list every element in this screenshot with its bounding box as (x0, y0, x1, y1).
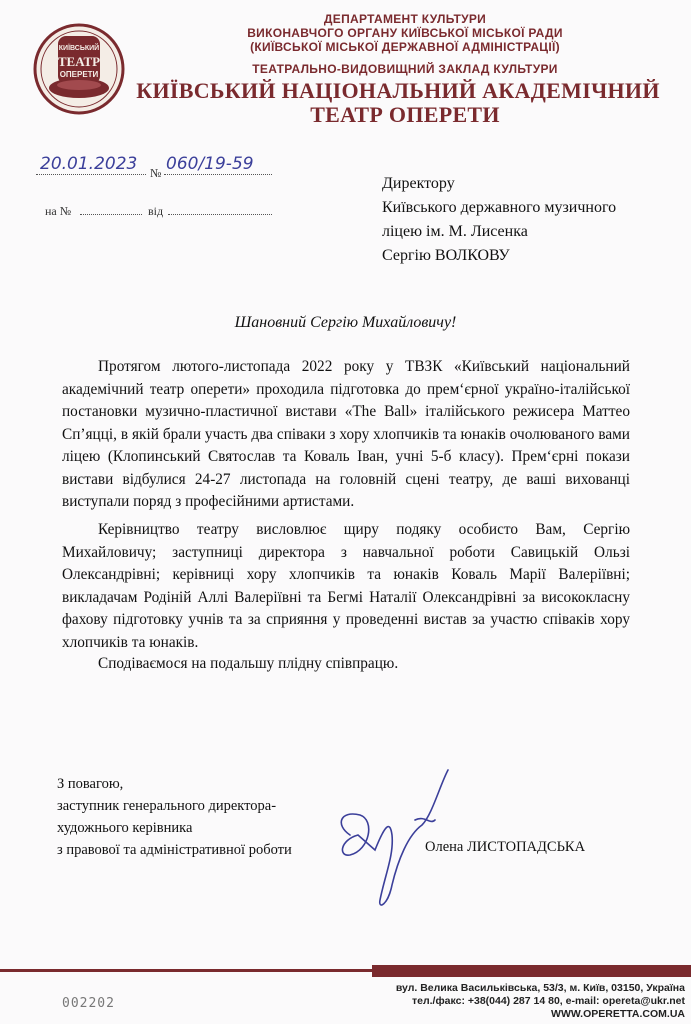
logo-text-bot: ОПЕРЕТИ (59, 70, 99, 79)
header-department: ДЕПАРТАМЕНТ КУЛЬТУРИ (323, 12, 487, 26)
salutation: Шановний Сергію Михайловичу! (234, 314, 457, 331)
footer-bar-right (372, 965, 691, 977)
header-title-1: КИЇВСЬКИЙ НАЦІОНАЛЬНИЙ АКАДЕМІЧНИЙ (136, 78, 660, 103)
na-label: на № (45, 204, 72, 218)
na-dotline (80, 214, 142, 215)
signature-block (57, 773, 292, 861)
theatre-logo (32, 22, 126, 116)
header-institution-type: ТЕАТРАЛЬНО-ВИДОВИЩНИЙ ЗАКЛАД КУЛЬТУРИ (252, 62, 558, 76)
logo-text-top: КИЇВСЬКИЙ (58, 45, 100, 52)
date-handwritten: 20.01.2023 (40, 154, 138, 174)
footer-website: WWW.OPERETTA.COM.UA (551, 1008, 685, 1020)
signatory-name: Олена ЛИСТОПАДСЬКА (425, 839, 586, 855)
footer-address: вул. Велика Васильківська, 53/3, м. Київ, 03150, Україна (395, 982, 685, 994)
addressee-line-3: ліцею ім. М. Лисенка (382, 223, 528, 240)
logo-text-mid: ТЕАТР (57, 54, 101, 69)
footer-bar-left (0, 969, 372, 972)
header-title-2: ТЕАТР ОПЕРЕТИ (310, 102, 500, 127)
header-executive-body: ВИКОНАВЧОГО ОРГАНУ КИЇВСЬКОЇ МІСЬКОЇ РАДИ (247, 26, 563, 40)
number-dotline (164, 174, 272, 175)
number-label: № (150, 166, 162, 180)
body-paragraph-1: Протягом лютого-листопада 2022 року у ТВЗК «Київський національний академічний театр оперети» проходила підготовка до прем‘єрної україно-італійської постановки музично-пластичної вистави «The Ball» італійського режисера Маттео Сп’яцці, в якій брали участь два співаки з хору хлопчиків та юнаків очолюваного вами ліцею (Клопинський Святослав та Коваль Іван, учні 5-б класу). Прем‘єрні покази вистави відбулися 24-27 листопада на головній сцені театру, де ваші вихованці виступали поряд з професійними артистами. (62, 358, 630, 510)
signature-position-3: з правової та адміністративної роботи (57, 842, 292, 858)
signature-position-2: художнього керівника (57, 820, 193, 836)
footer-contacts: тел./факс: +38(044) 287 14 80, e-mail: opereta@ukr.net (411, 995, 685, 1007)
addressee-line-2: Київського державного музичного (382, 199, 617, 216)
date-dotline (36, 174, 146, 175)
signature-regards: З повагою, (57, 776, 124, 792)
number-handwritten: 060/19-59 (166, 154, 254, 174)
body-paragraph-3: Сподіваємося на подальшу плідну співпрацю. (98, 655, 399, 672)
vid-label: від (148, 204, 164, 218)
addressee-line-4: Сергію ВОЛКОВУ (382, 247, 510, 264)
header-administration: (КИЇВСЬКОЇ МІСЬКОЇ ДЕРЖАВНОЇ АДМІНІСТРАЦІЇ) (250, 40, 560, 54)
addressee-line-1: Директору (382, 175, 455, 192)
vid-dotline (168, 214, 272, 215)
addressee-block (382, 172, 616, 268)
handwritten-signature (330, 765, 460, 915)
serial-number: 002202 (62, 996, 115, 1011)
body-paragraph-2: Керівництво театру висловлює щиру подяку особисто Вам, Сергію Михайловичу; заступниці директора з навчальної роботи Савицькій Ользі Олександрівні; керівниці хору хлопчиків та юнаків Коваль Марії Валеріївні; викладачам Родіній Аллі Валеріївні та Бегмі Наталії Олександрівні за висококласну фахову підготовку учнів та за сприяння у проведенні вистав за участю співаків хору хлопчиків та юнаків. (62, 521, 630, 651)
signature-position-1: заступник генерального директора- (57, 798, 277, 814)
